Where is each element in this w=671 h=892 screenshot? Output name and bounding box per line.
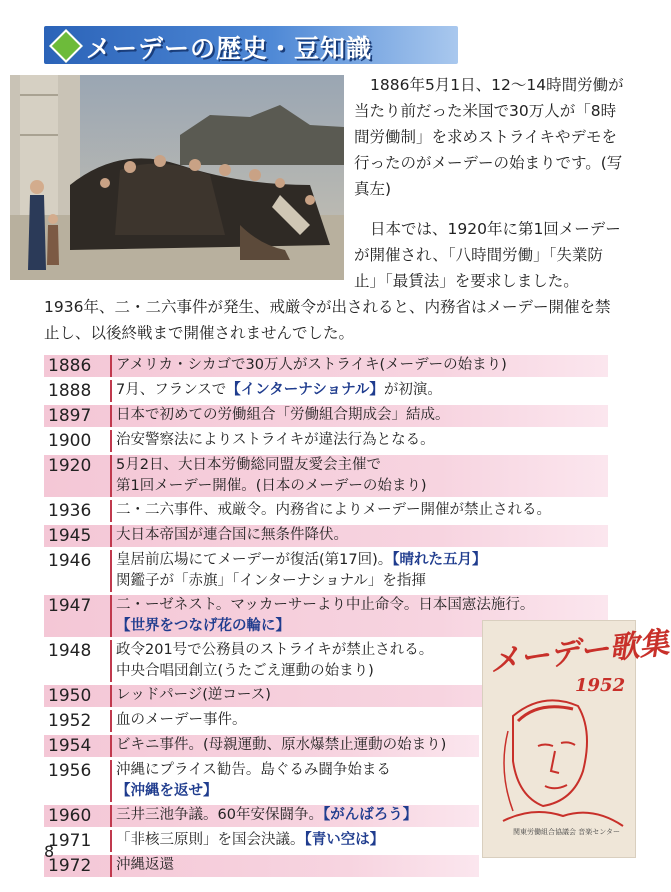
timeline-row — [44, 550, 608, 592]
timeline-year: 1956 — [48, 761, 92, 781]
timeline-event-line — [116, 380, 608, 401]
timeline-event-line — [116, 595, 608, 616]
timeline-row — [44, 355, 608, 377]
timeline-row — [44, 430, 608, 452]
song-title: 【晴れた五月】 — [392, 552, 487, 568]
timeline-row — [44, 380, 608, 402]
timeline-row — [44, 830, 479, 852]
timeline-event-text: 沖縄返還 — [116, 857, 174, 873]
timeline-year: 1920 — [48, 456, 92, 476]
timeline-event-line-2: 第1回メーデー開催。(日本のメーデーの始まり) — [116, 478, 427, 494]
timeline-year: 1952 — [48, 711, 92, 731]
timeline-event — [110, 830, 479, 852]
timeline-year: 1950 — [48, 686, 92, 706]
timeline-row — [44, 525, 608, 547]
intro-paragraph-3: 1936年、二・二六事件が発生、戒厳令が出されると、内務省はメーデー開催を禁止し、以後終戦まで開催されませんでした。 — [44, 298, 611, 342]
timeline-event — [110, 380, 608, 402]
timeline-event-line — [116, 760, 479, 781]
timeline-event-line — [116, 855, 479, 876]
timeline-event — [110, 430, 608, 452]
song-title: 【沖縄を返せ】 — [116, 783, 218, 799]
song-title: 【青い空は】 — [304, 832, 385, 848]
timeline-event — [110, 455, 608, 497]
timeline-year: 1971 — [48, 831, 92, 851]
timeline-year: 1897 — [48, 406, 92, 426]
may-day-painting — [10, 75, 344, 280]
timeline-event — [110, 805, 479, 827]
song-title: 【世界をつなげ花の輪に】 — [116, 618, 290, 634]
timeline-event-line — [116, 550, 608, 571]
timeline-event-line-2: 関鑑子が「赤旗」「インターナショナル」を指揮 — [116, 573, 426, 589]
timeline-event-text: レッドパージ(逆コース) — [116, 687, 271, 703]
timeline-event — [110, 500, 608, 522]
timeline-event-line — [116, 735, 479, 756]
timeline-year: 1888 — [48, 381, 92, 401]
timeline-event-line — [116, 455, 608, 476]
timeline-event-text: 皇居前広場にてメーデーが復活(第17回)。 — [116, 552, 393, 568]
timeline-event-text: 二・ーゼネスト。マッカーサーより中止命令。日本国憲法施行。 — [116, 597, 535, 613]
timeline-event-text: 二・二六事件、戒厳令。内務省によりメーデー開催が禁止される。 — [116, 502, 551, 518]
timeline-row — [44, 760, 479, 802]
timeline-year: 1900 — [48, 431, 92, 451]
timeline-event — [110, 525, 608, 547]
timeline-event-line — [116, 500, 608, 521]
timeline-year: 1954 — [48, 736, 92, 756]
timeline-event — [110, 355, 608, 377]
timeline-event — [110, 735, 479, 757]
intro-paragraph-2: 日本では、1920年に第1回メーデーが開催され、「八時間労働」「失業防止」「最賃法」を要求しました。 — [354, 220, 621, 290]
timeline-event-line — [116, 405, 608, 426]
timeline-year: 1936 — [48, 501, 92, 521]
page-title: メーデーの歴史・豆知識 — [86, 34, 373, 63]
timeline-event-line — [116, 430, 608, 451]
timeline-event-text: 沖縄にプライス勧告。島ぐるみ闘争始まる — [116, 762, 391, 778]
timeline-event — [110, 855, 479, 877]
songbook-year: 1952 — [575, 675, 626, 696]
timeline-year: 1960 — [48, 806, 92, 826]
timeline-year: 1972 — [48, 856, 92, 876]
timeline-row — [44, 500, 608, 522]
timeline-event — [110, 550, 608, 592]
timeline-event-line — [116, 805, 479, 826]
songbook-cover — [482, 620, 671, 858]
timeline-year: 1946 — [48, 551, 92, 571]
timeline-row — [44, 405, 608, 427]
painting-illustration — [10, 75, 344, 280]
timeline-event-text: 日本で初めての労働組合「労働組合期成会」結成。 — [116, 407, 450, 423]
timeline-year: 1948 — [48, 641, 92, 661]
timeline-event-text: 血のメーデー事件。 — [116, 712, 247, 728]
timeline-event-text: ビキニ事件。(母親運動、原水爆禁止運動の始まり) — [116, 737, 447, 753]
timeline-event-text: 三井三池争議。60年安保闘争。 — [116, 807, 323, 823]
timeline-event-line — [116, 355, 608, 376]
timeline-event-line — [116, 525, 608, 546]
timeline-event-text: 治安警察法によりストライキが違法行為となる。 — [116, 432, 435, 448]
page-number: 8 — [44, 842, 55, 861]
songbook-publisher: 関東労働組合協議会 音楽センター — [513, 828, 620, 836]
timeline-event — [110, 760, 479, 802]
timeline-event-text: 7月、フランスで — [116, 382, 227, 398]
timeline-event-line — [116, 830, 479, 851]
timeline-year: 1947 — [48, 596, 92, 616]
song-title: 【がんばろう】 — [322, 807, 418, 823]
timeline-event-text: アメリカ・シカゴで30万人がストライキ(メーデーの始まり) — [116, 357, 507, 373]
timeline-row — [44, 855, 479, 877]
timeline-row — [44, 455, 608, 497]
intro-paragraph-1: 1886年5月1日、12〜14時間労働が当たり前だった米国で30万人が「8時間労働制」を求めストライキやデモを行ったのがメーデーの始まりです。(写真左) — [354, 76, 624, 198]
timeline-row — [44, 735, 479, 757]
timeline-event-text-after: が初演。 — [383, 382, 442, 398]
timeline-event-line-2: 中央合唱団創立(うたごえ運動の始まり) — [116, 663, 374, 679]
timeline-row — [44, 805, 479, 827]
timeline-year: 1886 — [48, 356, 92, 376]
timeline-year: 1945 — [48, 526, 92, 546]
songbook-title: メーデー歌集 — [488, 625, 671, 680]
timeline-event-text: 大日本帝国が連合国に無条件降伏。 — [116, 527, 348, 543]
timeline-event — [110, 405, 608, 427]
timeline-event-text: 「非核三原則」を国会決議。 — [116, 832, 305, 848]
timeline-event-text: 5月2日、大日本労働総同盟友愛会主催で — [116, 457, 381, 473]
timeline-event-text: 政令201号で公務員のストライキが禁止される。 — [116, 642, 434, 658]
song-title: 【インターナショナル】 — [226, 382, 384, 398]
